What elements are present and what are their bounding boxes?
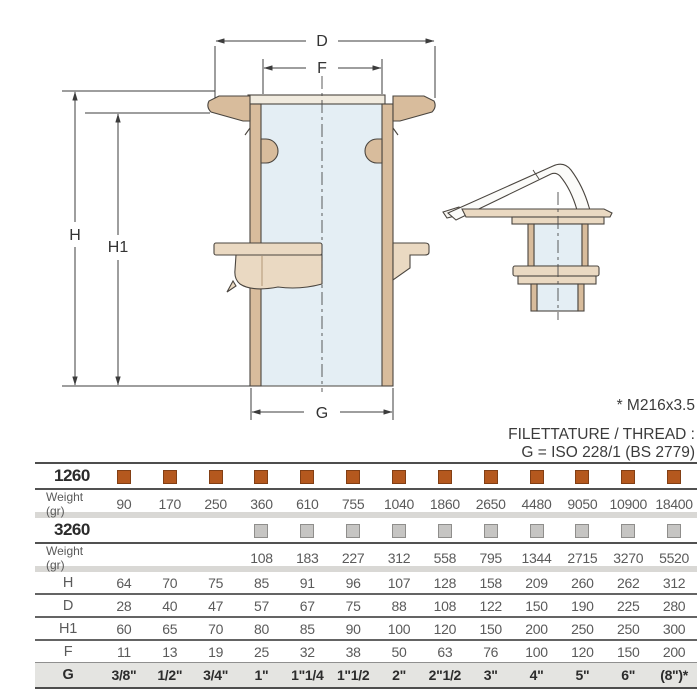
table-cell: 260 [571,574,594,591]
table-cell: 1" [254,667,269,683]
table-cell: 25 [253,643,269,660]
table-row-weight-3260 [35,544,697,572]
flange-right [393,96,435,121]
table-cell: 70 [162,574,178,591]
table-cell: 122 [479,597,502,614]
table-cell: 610 [296,496,319,512]
availability-square [346,524,360,538]
availability-cell [605,522,651,538]
table-cell: 5" [575,667,590,683]
table-row-series-1260 [35,464,697,490]
availability-cell [559,522,605,538]
table-cell: 795 [479,550,502,566]
table-cell: 76 [483,643,499,660]
side-flange-plate [462,209,612,217]
table-cell: 183 [296,550,319,566]
table-cell: 312 [662,574,686,591]
availability-cell [651,468,697,484]
scoop-side-view [443,164,612,320]
row-label: Weight (gr) [46,490,84,518]
availability-cell [605,468,651,484]
availability-square [254,524,268,538]
table-cell: 40 [162,597,178,614]
dim-label-g: G [315,405,329,422]
thread-title: FILETTATURE / THREAD : [508,426,695,443]
table-cell: 18400 [655,496,693,512]
table-cell: 6" [621,667,636,683]
table-cell: 64 [116,574,132,591]
availability-square [254,470,268,484]
availability-square [575,470,589,484]
table-cell: 67 [299,597,315,614]
availability-cell [193,468,239,484]
table-cell: 280 [662,597,686,614]
table-cell: 3/4" [203,667,229,683]
availability-square [346,470,360,484]
row-label: Weight (gr) [46,544,84,572]
table-cell: 2650 [475,496,506,512]
availability-cell [330,468,376,484]
dim-label-f: F [317,60,327,77]
side-bore-lower [537,284,578,311]
table-cell: 96 [345,574,361,591]
table-cell: 250 [571,620,594,637]
wall-notch-left [245,128,250,135]
table-cell: 70 [208,620,224,637]
availability-cell [514,468,560,484]
table-cell: 85 [253,574,269,591]
table-cell: 2715 [567,550,598,566]
availability-cell [147,468,193,484]
table-cell: 200 [662,643,686,660]
availability-square [484,524,498,538]
dim-label-h: H [69,227,81,244]
table-cell: 150 [525,597,548,614]
table-row-d [35,595,697,618]
table-cell: 108 [433,597,457,614]
row-label: D [62,597,74,614]
availability-square [575,524,589,538]
nut-washer-left [214,243,322,255]
availability-square [484,470,498,484]
availability-square [300,470,314,484]
availability-square [621,524,635,538]
table-cell: 1"1/2 [336,667,370,683]
table-cell: 209 [525,574,548,591]
table-cell: 5520 [659,550,690,566]
availability-cell [514,522,560,538]
table-cell: 50 [391,643,407,660]
table-cell: 19 [208,643,224,660]
availability-square [530,524,544,538]
table-cell: 100 [525,643,548,660]
table-row-weight-1260 [35,490,697,518]
table-cell: 250 [204,496,227,512]
row-label: H [62,574,74,591]
availability-square [163,470,177,484]
table-cell: 150 [479,620,502,637]
table-cell: 47 [208,597,224,614]
table-cell: 108 [250,550,273,566]
availability-cell [468,522,514,538]
table-cell: 90 [345,620,361,637]
table-cell: 28 [116,597,132,614]
availability-cell [284,522,330,538]
series-code: 3260 [54,520,90,539]
thread-spec: G = ISO 228/1 (BS 2779) [521,444,695,461]
table-cell: 107 [387,574,411,591]
table-cell: 190 [571,597,594,614]
flange-top-face [248,95,385,104]
table-cell: 120 [571,643,594,660]
table-cell: 3" [483,667,498,683]
table-cell: 1/2" [157,667,183,683]
table-cell: 360 [250,496,273,512]
table-cell: 250 [616,620,640,637]
table-cell: 225 [616,597,640,614]
table-cell: 312 [387,550,411,566]
availability-square [621,470,635,484]
dim-h-extensions [62,91,250,386]
dim-label-d: D [316,33,328,50]
table-cell: 150 [616,643,640,660]
availability-cell [101,468,147,484]
table-cell: 91 [299,574,315,591]
table-cell: 75 [208,574,224,591]
table-cell: 1860 [429,496,460,512]
table-row-f [35,641,697,663]
nut-corner [227,281,236,292]
table-cell: 32 [299,643,315,660]
table-cell: 755 [341,496,365,512]
availability-square [438,470,452,484]
table-row-h1 [35,618,697,641]
availability-square [209,470,223,484]
availability-square [117,470,131,484]
thread-notes [508,397,695,462]
table-cell: 60 [116,620,132,637]
table-row-series-3260 [35,518,697,544]
table-cell: 3270 [613,550,644,566]
table-cell: 1040 [384,496,414,512]
main-section-view [208,76,435,392]
side-wall-lower-left [531,284,537,311]
table-cell: (8")* [660,667,688,683]
table-cell: 3/8" [111,667,137,683]
availability-cell [422,468,468,484]
table-cell: 558 [433,550,457,566]
table-cell: 38 [345,643,361,660]
availability-square [392,524,406,538]
dim-label-h1: H1 [107,239,129,256]
table-row-h [35,572,697,595]
table-cell: 80 [253,620,269,637]
wall-notch-right [393,128,398,135]
table-cell: 57 [253,597,269,614]
table-cell: 128 [433,574,457,591]
availability-square [530,470,544,484]
table-row-g [35,663,697,689]
availability-cell [239,468,285,484]
side-wall-lower-right [578,284,584,311]
availability-cell [330,522,376,538]
availability-square [667,470,681,484]
table-cell: 300 [662,620,686,637]
table-cell: 262 [616,574,640,591]
row-label: G [62,667,74,683]
table-cell: 200 [525,620,548,637]
asterisk-note: * M216x3.5 [616,397,695,414]
availability-square [392,470,406,484]
table-cell: 1344 [521,550,552,566]
availability-square [438,524,452,538]
row-label: H1 [59,620,77,637]
table-cell: 75 [345,597,361,614]
table-cell: 2" [392,667,406,683]
availability-cell [284,468,330,484]
table-cell: 63 [437,643,453,660]
table-cell: 9050 [567,496,598,512]
side-washer [513,266,599,276]
table-cell: 120 [433,620,457,637]
table-cell: 10900 [609,496,647,512]
side-wall-right [582,224,588,266]
nut-body [235,255,322,289]
table-cell: 85 [299,620,315,637]
table-cell: 11 [116,643,131,660]
availability-cell [422,522,468,538]
availability-cell [559,468,605,484]
table-cell: 227 [341,550,365,566]
side-nut-band [518,276,596,284]
side-wall-left [528,224,534,266]
availability-cell [239,522,285,538]
availability-cell [376,522,422,538]
table-cell: 65 [162,620,178,637]
availability-cell [651,522,697,538]
series-code: 1260 [54,466,90,485]
spec-table [35,462,697,689]
table-cell: 170 [158,496,181,512]
flange-left [208,96,250,121]
table-cell: 158 [479,574,502,591]
row-label: F [63,643,73,660]
table-cell: 4" [529,667,544,683]
table-cell: 13 [162,643,178,660]
table-cell: 90 [116,496,132,512]
table-cell: 88 [391,597,407,614]
availability-cell [468,468,514,484]
table-cell: 4480 [521,496,552,512]
table-cell: 1"1/4 [291,667,324,683]
table-cell: 2"1/2 [428,667,462,683]
availability-cell [376,468,422,484]
nut-section-right [393,243,429,280]
table-cell: 100 [387,620,411,637]
availability-square [667,524,681,538]
availability-square [300,524,314,538]
tube-wall-right [382,104,393,386]
